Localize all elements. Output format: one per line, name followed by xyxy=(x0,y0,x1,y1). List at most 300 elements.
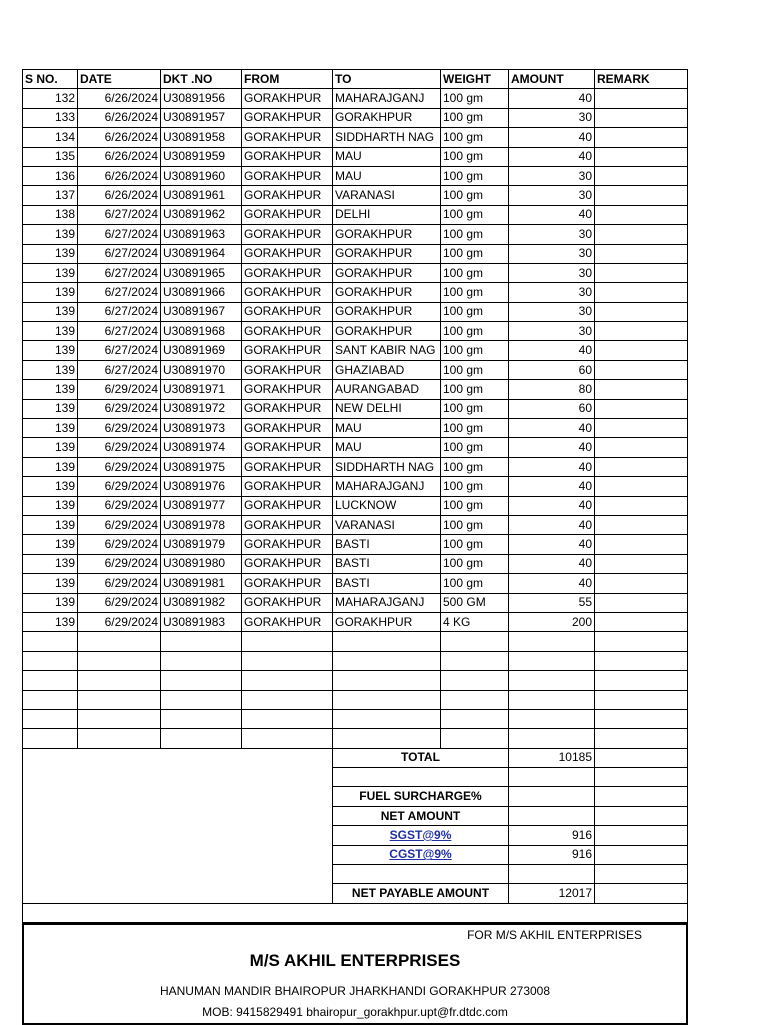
table-cell: 6/26/2024 xyxy=(78,147,161,166)
empty-cell xyxy=(333,671,441,690)
table-cell: 100 gm xyxy=(441,496,509,515)
table-cell: 139 xyxy=(23,438,78,457)
shipment-table xyxy=(22,69,688,923)
table-cell: 40 xyxy=(509,457,595,476)
table-cell: 30 xyxy=(509,244,595,263)
table-cell: 100 gm xyxy=(441,515,509,534)
table-cell: MAU xyxy=(333,166,441,185)
summary-label xyxy=(333,768,509,787)
table-cell: SIDDHARTH NAG xyxy=(333,457,441,476)
empty-row xyxy=(23,729,688,748)
invoice-sheet xyxy=(22,69,687,923)
table-cell: 139 xyxy=(23,360,78,379)
table-cell: 139 xyxy=(23,225,78,244)
table-cell: 100 gm xyxy=(441,380,509,399)
empty-cell xyxy=(441,709,509,728)
table-cell: U30891956 xyxy=(161,89,242,108)
table-row xyxy=(23,147,688,166)
table-cell: 139 xyxy=(23,612,78,631)
table-cell: 40 xyxy=(509,419,595,438)
table-cell: U30891978 xyxy=(161,515,242,534)
column-header: TO xyxy=(333,70,441,89)
table-cell: 6/27/2024 xyxy=(78,302,161,321)
summary-remark xyxy=(595,845,688,864)
footer-box xyxy=(22,923,688,1025)
empty-row xyxy=(23,651,688,670)
table-cell xyxy=(595,322,688,341)
table-cell: 6/29/2024 xyxy=(78,419,161,438)
table-row xyxy=(23,496,688,515)
table-cell xyxy=(595,263,688,282)
empty-cell xyxy=(23,651,78,670)
empty-cell xyxy=(441,671,509,690)
empty-cell xyxy=(161,709,242,728)
table-cell: U30891967 xyxy=(161,302,242,321)
table-cell xyxy=(595,205,688,224)
table-cell: GORAKHPUR xyxy=(242,535,333,554)
summary-label: FUEL SURCHARGE% xyxy=(333,787,509,806)
table-cell xyxy=(595,496,688,515)
table-cell xyxy=(595,244,688,263)
table-cell: 6/27/2024 xyxy=(78,283,161,302)
empty-cell xyxy=(595,651,688,670)
table-cell: GORAKHPUR xyxy=(242,360,333,379)
table-cell: U30891973 xyxy=(161,419,242,438)
table-cell: SIDDHARTH NAG xyxy=(333,128,441,147)
table-row xyxy=(23,399,688,418)
empty-cell xyxy=(595,729,688,748)
summary-remark xyxy=(595,884,688,903)
table-cell: LUCKNOW xyxy=(333,496,441,515)
table-row xyxy=(23,302,688,321)
empty-row xyxy=(23,671,688,690)
company-address: HANUMAN MANDIR BHAIROPUR JHARKHANDI GORAKHPUR 273008 xyxy=(159,984,551,998)
empty-cell xyxy=(161,632,242,651)
column-header: DKT .NO xyxy=(161,70,242,89)
table-row xyxy=(23,457,688,476)
table-cell: 30 xyxy=(509,225,595,244)
table-cell: 6/29/2024 xyxy=(78,477,161,496)
table-cell: MAU xyxy=(333,438,441,457)
empty-cell xyxy=(441,729,509,748)
empty-cell xyxy=(242,729,333,748)
table-row xyxy=(23,360,688,379)
table-cell: U30891972 xyxy=(161,399,242,418)
empty-cell xyxy=(509,690,595,709)
table-cell: 100 gm xyxy=(441,554,509,573)
table-row xyxy=(23,419,688,438)
table-cell xyxy=(595,341,688,360)
empty-cell xyxy=(595,671,688,690)
empty-cell xyxy=(441,632,509,651)
table-cell: BASTI xyxy=(333,554,441,573)
empty-cell xyxy=(23,671,78,690)
table-cell: 135 xyxy=(23,147,78,166)
table-cell: 139 xyxy=(23,477,78,496)
summary-value xyxy=(509,806,595,825)
table-cell xyxy=(595,108,688,127)
table-cell: 100 gm xyxy=(441,419,509,438)
table-cell: VARANASI xyxy=(333,515,441,534)
table-cell: GORAKHPUR xyxy=(333,302,441,321)
summary-label: NET AMOUNT xyxy=(333,806,509,825)
table-row xyxy=(23,89,688,108)
empty-cell xyxy=(509,632,595,651)
table-cell: 100 gm xyxy=(441,186,509,205)
table-cell xyxy=(595,225,688,244)
table-cell xyxy=(595,360,688,379)
table-cell: GORAKHPUR xyxy=(242,380,333,399)
table-cell: 30 xyxy=(509,186,595,205)
table-cell: 136 xyxy=(23,166,78,185)
table-row xyxy=(23,380,688,399)
table-cell: 100 gm xyxy=(441,477,509,496)
empty-cell xyxy=(78,709,161,728)
table-cell: 100 gm xyxy=(441,108,509,127)
table-cell: 6/26/2024 xyxy=(78,186,161,205)
table-row xyxy=(23,108,688,127)
table-cell: 40 xyxy=(509,128,595,147)
table-cell: 6/27/2024 xyxy=(78,341,161,360)
table-cell: GORAKHPUR xyxy=(333,322,441,341)
table-cell: U30891976 xyxy=(161,477,242,496)
empty-cell xyxy=(23,690,78,709)
empty-cell xyxy=(333,709,441,728)
summary-remark xyxy=(595,806,688,825)
table-cell: 6/27/2024 xyxy=(78,205,161,224)
table-cell: 200 xyxy=(509,612,595,631)
table-cell: 30 xyxy=(509,263,595,282)
table-cell xyxy=(595,89,688,108)
table-cell: U30891981 xyxy=(161,574,242,593)
empty-cell xyxy=(23,632,78,651)
empty-cell xyxy=(78,729,161,748)
table-cell: 139 xyxy=(23,593,78,612)
table-cell: GORAKHPUR xyxy=(333,244,441,263)
table-row xyxy=(23,438,688,457)
table-cell xyxy=(595,574,688,593)
table-cell: 6/26/2024 xyxy=(78,166,161,185)
table-cell: U30891961 xyxy=(161,186,242,205)
table-cell: 6/26/2024 xyxy=(78,128,161,147)
table-cell: MAU xyxy=(333,419,441,438)
table-cell: U30891960 xyxy=(161,166,242,185)
summary-remark xyxy=(595,826,688,845)
table-cell xyxy=(595,399,688,418)
table-cell: 100 gm xyxy=(441,399,509,418)
table-cell: GORAKHPUR xyxy=(242,419,333,438)
table-row xyxy=(23,515,688,534)
table-cell: 139 xyxy=(23,554,78,573)
empty-cell xyxy=(333,729,441,748)
table-cell: U30891966 xyxy=(161,283,242,302)
table-cell: GORAKHPUR xyxy=(242,108,333,127)
table-cell: 80 xyxy=(509,380,595,399)
table-cell: U30891958 xyxy=(161,128,242,147)
column-header: AMOUNT xyxy=(509,70,595,89)
table-cell: GORAKHPUR xyxy=(333,612,441,631)
table-cell: 138 xyxy=(23,205,78,224)
table-cell xyxy=(595,477,688,496)
table-cell: GORAKHPUR xyxy=(242,147,333,166)
summary-value: 916 xyxy=(509,845,595,864)
table-cell: U30891963 xyxy=(161,225,242,244)
table-cell: GORAKHPUR xyxy=(333,108,441,127)
table-row xyxy=(23,263,688,282)
table-cell: DELHI xyxy=(333,205,441,224)
table-cell: 100 gm xyxy=(441,457,509,476)
empty-cell xyxy=(333,651,441,670)
blank-band-cell xyxy=(23,903,688,922)
table-cell: GORAKHPUR xyxy=(242,205,333,224)
column-header: REMARK xyxy=(595,70,688,89)
table-cell: GORAKHPUR xyxy=(242,244,333,263)
table-cell: 100 gm xyxy=(441,263,509,282)
table-cell: 139 xyxy=(23,244,78,263)
table-row xyxy=(23,535,688,554)
table-cell: GHAZIABAD xyxy=(333,360,441,379)
table-cell: GORAKHPUR xyxy=(242,554,333,573)
table-cell: GORAKHPUR xyxy=(242,186,333,205)
empty-cell xyxy=(242,709,333,728)
summary-label: NET PAYABLE AMOUNT xyxy=(333,884,509,903)
table-cell: 40 xyxy=(509,496,595,515)
table-cell: GORAKHPUR xyxy=(242,341,333,360)
table-cell: 30 xyxy=(509,302,595,321)
table-cell xyxy=(595,612,688,631)
empty-row xyxy=(23,709,688,728)
summary-value: 12017 xyxy=(509,884,595,903)
table-cell: U30891968 xyxy=(161,322,242,341)
empty-cell xyxy=(333,690,441,709)
empty-cell xyxy=(509,709,595,728)
table-cell: 139 xyxy=(23,322,78,341)
table-cell: U30891959 xyxy=(161,147,242,166)
table-cell: MAU xyxy=(333,147,441,166)
table-cell: 6/29/2024 xyxy=(78,457,161,476)
empty-cell xyxy=(509,651,595,670)
table-cell: 139 xyxy=(23,283,78,302)
table-cell: 40 xyxy=(509,205,595,224)
table-cell: 6/27/2024 xyxy=(78,263,161,282)
table-cell: 100 gm xyxy=(441,205,509,224)
table-cell: GORAKHPUR xyxy=(242,457,333,476)
table-cell xyxy=(595,186,688,205)
summary-value xyxy=(509,787,595,806)
table-cell: 100 gm xyxy=(441,322,509,341)
table-cell: 6/29/2024 xyxy=(78,593,161,612)
table-cell: GORAKHPUR xyxy=(242,166,333,185)
summary-remark xyxy=(595,787,688,806)
table-cell: 40 xyxy=(509,477,595,496)
empty-cell xyxy=(441,690,509,709)
summary-label xyxy=(333,865,509,884)
table-cell: 500 GM xyxy=(441,593,509,612)
table-cell: U30891957 xyxy=(161,108,242,127)
table-row xyxy=(23,225,688,244)
empty-cell xyxy=(242,690,333,709)
table-cell: U30891980 xyxy=(161,554,242,573)
table-cell: GORAKHPUR xyxy=(242,399,333,418)
table-cell: 100 gm xyxy=(441,225,509,244)
table-cell: 100 gm xyxy=(441,166,509,185)
empty-cell xyxy=(161,729,242,748)
table-cell: 60 xyxy=(509,360,595,379)
table-row xyxy=(23,341,688,360)
table-cell: 6/29/2024 xyxy=(78,380,161,399)
empty-cell xyxy=(23,729,78,748)
table-cell: GORAKHPUR xyxy=(242,593,333,612)
table-cell: 30 xyxy=(509,322,595,341)
table-cell: 134 xyxy=(23,128,78,147)
table-cell: GORAKHPUR xyxy=(242,89,333,108)
empty-cell xyxy=(242,632,333,651)
summary-left-blank xyxy=(23,748,333,903)
summary-remark xyxy=(595,865,688,884)
table-cell: U30891974 xyxy=(161,438,242,457)
table-cell: AURANGABAD xyxy=(333,380,441,399)
table-cell: 100 gm xyxy=(441,89,509,108)
table-cell xyxy=(595,128,688,147)
company-contact: MOB: 9415829491 bhairopur_gorakhpur.upt@fr.dtdc.com xyxy=(202,1005,508,1019)
table-cell: U30891975 xyxy=(161,457,242,476)
summary-value xyxy=(509,768,595,787)
table-cell: 139 xyxy=(23,263,78,282)
table-cell xyxy=(595,515,688,534)
table-cell: 133 xyxy=(23,108,78,127)
table-cell: GORAKHPUR xyxy=(242,283,333,302)
table-cell: 6/26/2024 xyxy=(78,108,161,127)
table-cell: GORAKHPUR xyxy=(242,438,333,457)
table-row xyxy=(23,574,688,593)
table-row xyxy=(23,593,688,612)
empty-cell xyxy=(78,632,161,651)
empty-cell xyxy=(509,671,595,690)
table-cell: 100 gm xyxy=(441,535,509,554)
table-row xyxy=(23,166,688,185)
empty-cell xyxy=(595,709,688,728)
table-row xyxy=(23,477,688,496)
table-cell: 6/27/2024 xyxy=(78,360,161,379)
table-cell: GORAKHPUR xyxy=(242,477,333,496)
summary-label[interactable]: CGST@9% xyxy=(333,845,509,864)
table-cell: 100 gm xyxy=(441,341,509,360)
table-cell: SANT KABIR NAG xyxy=(333,341,441,360)
table-cell: 139 xyxy=(23,399,78,418)
summary-value: 10185 xyxy=(509,748,595,767)
empty-cell xyxy=(23,709,78,728)
table-header-row xyxy=(23,70,688,89)
table-cell: GORAKHPUR xyxy=(333,225,441,244)
table-cell: 6/29/2024 xyxy=(78,554,161,573)
table-row xyxy=(23,205,688,224)
table-cell: U30891964 xyxy=(161,244,242,263)
table-cell: 139 xyxy=(23,535,78,554)
table-cell: GORAKHPUR xyxy=(242,612,333,631)
empty-cell xyxy=(78,690,161,709)
table-cell: U30891962 xyxy=(161,205,242,224)
table-cell: 100 gm xyxy=(441,283,509,302)
summary-label[interactable]: SGST@9% xyxy=(333,826,509,845)
table-cell: 100 gm xyxy=(441,438,509,457)
table-cell: 40 xyxy=(509,147,595,166)
table-row xyxy=(23,322,688,341)
table-cell xyxy=(595,554,688,573)
table-cell: 40 xyxy=(509,554,595,573)
table-cell xyxy=(595,419,688,438)
table-row xyxy=(23,186,688,205)
blank-band xyxy=(23,903,688,922)
empty-cell xyxy=(242,671,333,690)
table-row xyxy=(23,244,688,263)
empty-cell xyxy=(509,729,595,748)
company-name: M/S AKHIL ENTERPRISES xyxy=(249,951,461,970)
table-cell: MAHARAJGANJ xyxy=(333,89,441,108)
table-cell: 40 xyxy=(509,515,595,534)
table-cell: GORAKHPUR xyxy=(242,322,333,341)
empty-cell xyxy=(161,651,242,670)
table-cell: 40 xyxy=(509,535,595,554)
empty-row xyxy=(23,690,688,709)
table-cell: 40 xyxy=(509,438,595,457)
table-cell: 30 xyxy=(509,166,595,185)
table-cell: U30891971 xyxy=(161,380,242,399)
table-cell: 139 xyxy=(23,380,78,399)
table-cell: U30891982 xyxy=(161,593,242,612)
table-cell: 6/29/2024 xyxy=(78,515,161,534)
table-cell: 139 xyxy=(23,515,78,534)
table-cell: MAHARAJGANJ xyxy=(333,477,441,496)
table-cell: U30891970 xyxy=(161,360,242,379)
empty-cell xyxy=(161,690,242,709)
table-cell: 30 xyxy=(509,283,595,302)
empty-cell xyxy=(78,671,161,690)
table-cell: 100 gm xyxy=(441,574,509,593)
table-cell: 6/29/2024 xyxy=(78,574,161,593)
table-cell: 100 gm xyxy=(441,302,509,321)
table-cell: U30891983 xyxy=(161,612,242,631)
table-cell: BASTI xyxy=(333,535,441,554)
table-cell: 6/27/2024 xyxy=(78,322,161,341)
empty-cell xyxy=(78,651,161,670)
table-cell: GORAKHPUR xyxy=(242,496,333,515)
table-cell: 40 xyxy=(509,89,595,108)
table-cell: GORAKHPUR xyxy=(242,574,333,593)
table-cell xyxy=(595,147,688,166)
table-cell: VARANASI xyxy=(333,186,441,205)
table-cell: 139 xyxy=(23,341,78,360)
table-cell: 137 xyxy=(23,186,78,205)
table-cell: GORAKHPUR xyxy=(333,283,441,302)
table-cell: 30 xyxy=(509,108,595,127)
table-cell: GORAKHPUR xyxy=(242,515,333,534)
table-cell: 55 xyxy=(509,593,595,612)
table-cell xyxy=(595,593,688,612)
summary-value: 916 xyxy=(509,826,595,845)
table-cell: 100 gm xyxy=(441,360,509,379)
table-cell: 6/27/2024 xyxy=(78,244,161,263)
table-cell: NEW DELHI xyxy=(333,399,441,418)
empty-cell xyxy=(333,632,441,651)
column-header: DATE xyxy=(78,70,161,89)
table-cell: 6/26/2024 xyxy=(78,89,161,108)
table-cell: 6/29/2024 xyxy=(78,612,161,631)
empty-cell xyxy=(595,632,688,651)
table-cell: U30891969 xyxy=(161,341,242,360)
table-cell: 6/29/2024 xyxy=(78,535,161,554)
table-cell: BASTI xyxy=(333,574,441,593)
table-cell: 139 xyxy=(23,302,78,321)
